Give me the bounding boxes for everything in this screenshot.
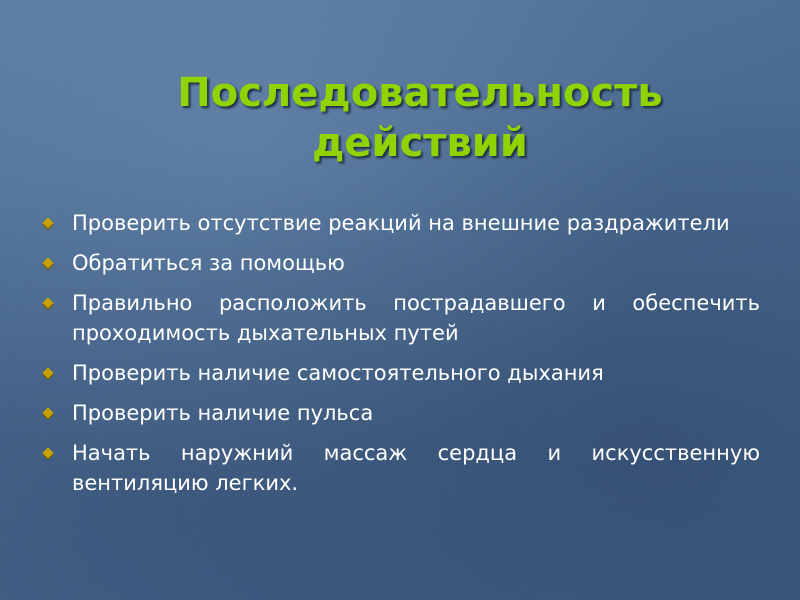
- bullet-text: Начать наружний массаж сердца и искусственную вентиляцию легких.: [72, 441, 760, 495]
- bullet-item: [40, 398, 760, 428]
- bullet-list: [40, 208, 760, 508]
- bullet-item: [40, 358, 760, 388]
- bullet-text: Обратиться за помощью: [72, 251, 345, 275]
- diamond-bullet-icon: [42, 257, 53, 268]
- bullet-text: Проверить отсутствие реакций на внешние раздражители: [72, 211, 730, 235]
- bullet-text: Правильно расположить пострадавшего и обеспечить проходимость дыхательных путей: [72, 291, 760, 345]
- bullet-item: [40, 248, 760, 278]
- bullet-item: [40, 438, 760, 498]
- diamond-bullet-icon: [42, 217, 53, 228]
- diamond-bullet-icon: [42, 447, 53, 458]
- bullet-item: [40, 208, 760, 238]
- slide-title: Последовательность действий: [177, 70, 663, 166]
- bullet-text: Проверить наличие самостоятельного дыхания: [72, 361, 604, 385]
- diamond-bullet-icon: [42, 367, 53, 378]
- bullet-item: [40, 288, 760, 348]
- bullet-text: Проверить наличие пульса: [72, 401, 374, 425]
- diamond-bullet-icon: [42, 297, 53, 308]
- diamond-bullet-icon: [42, 407, 53, 418]
